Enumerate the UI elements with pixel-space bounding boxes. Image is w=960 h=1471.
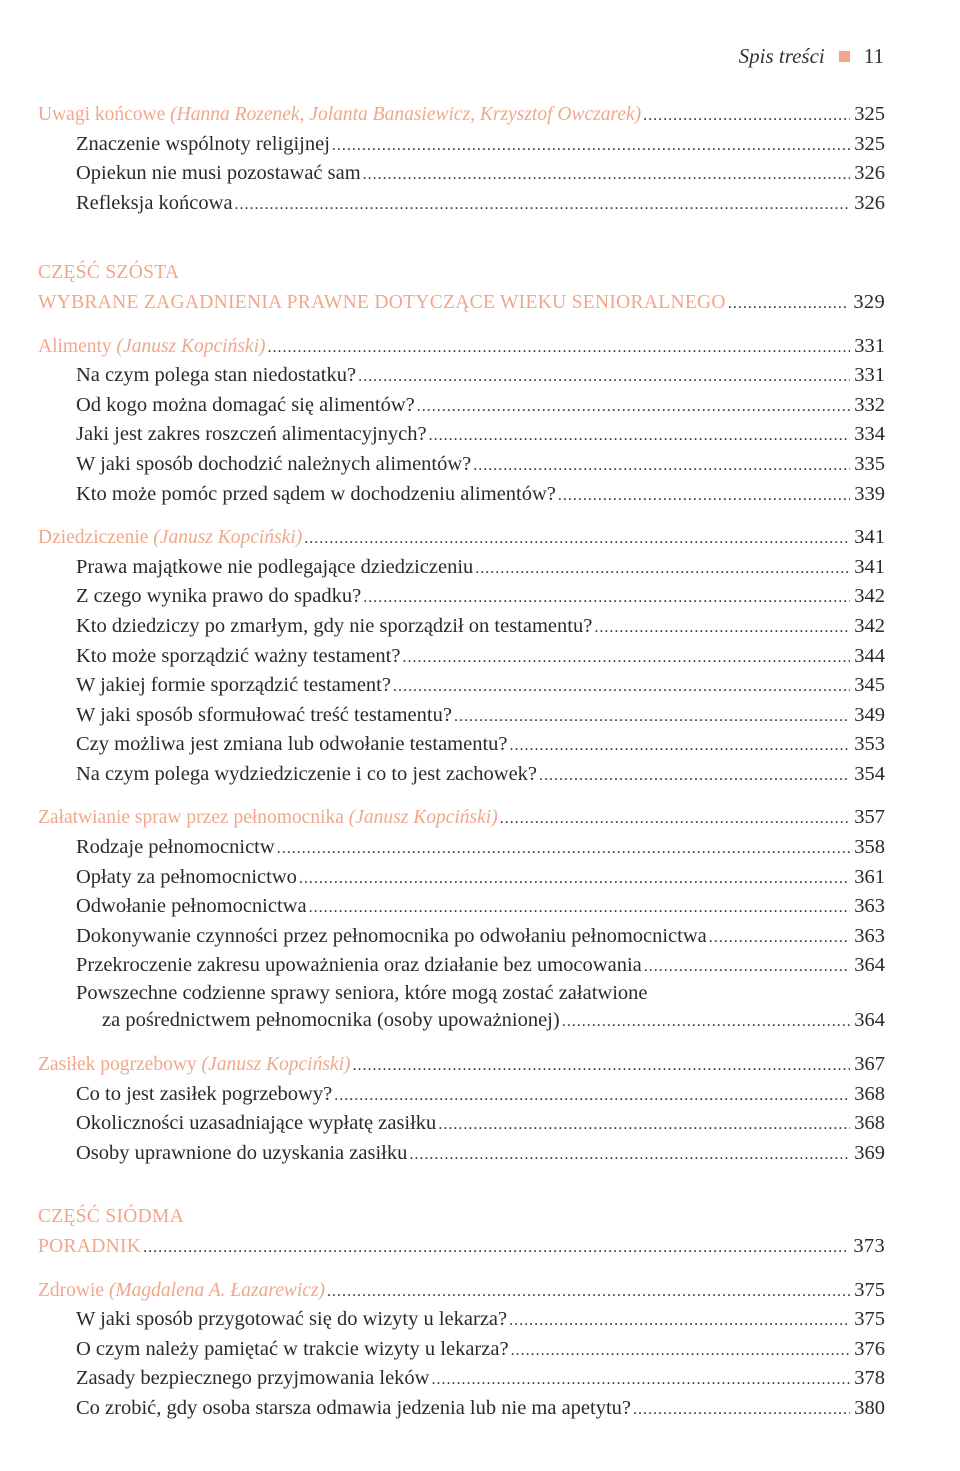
part-name: PORADNIK	[38, 1236, 142, 1257]
leader-dots	[438, 1110, 850, 1140]
leader-dots	[402, 643, 850, 673]
item-title: O czym należy pamiętać w trakcie wizyty u lekarza?	[76, 1337, 509, 1360]
header-page-number: 11	[863, 44, 884, 68]
leader-dots	[277, 834, 851, 864]
toc-chapter[interactable]	[38, 803, 885, 833]
item-title: Znaczenie wspólnoty religijnej	[76, 132, 330, 155]
leader-dots	[235, 190, 851, 220]
toc-item[interactable]	[38, 391, 885, 421]
toc-item[interactable]	[38, 642, 885, 672]
item-title: Refleksja końcowa	[76, 191, 233, 214]
leader-dots	[509, 1306, 850, 1336]
page-number: 373	[853, 1235, 885, 1257]
chapter-title: Zdrowie	[38, 1279, 105, 1301]
chapter-title: Alimenty	[38, 335, 112, 357]
page-number: 342	[854, 614, 885, 637]
toc-item[interactable]	[38, 760, 885, 790]
page-number: 331	[854, 334, 885, 357]
item-title: Kto dziedziczy po zmarłym, gdy nie sporządził on testamentu?	[76, 614, 593, 637]
leader-dots	[475, 554, 850, 584]
page-number: 354	[854, 762, 885, 785]
page-number: 363	[854, 924, 885, 947]
toc-item[interactable]	[38, 450, 885, 480]
running-header	[739, 44, 884, 69]
toc-item[interactable]	[38, 480, 885, 510]
toc-item[interactable]	[38, 922, 885, 952]
page-number: 325	[854, 132, 885, 155]
leader-dots	[500, 804, 851, 834]
page-number: 349	[854, 703, 885, 726]
toc-item[interactable]	[38, 1364, 885, 1394]
toc-item[interactable]	[38, 981, 885, 1036]
toc-chapter[interactable]	[38, 100, 885, 130]
page-number: 357	[854, 806, 885, 829]
leader-dots	[304, 524, 850, 554]
toc-chapter[interactable]	[38, 332, 885, 362]
item-title: Kto może sporządzić ważny testament?	[76, 644, 401, 667]
toc-item[interactable]	[38, 553, 885, 583]
toc-item[interactable]	[38, 701, 885, 731]
page-number: 361	[854, 865, 885, 888]
item-title: Okoliczności uzasadniające wypłatę zasiłku	[76, 1112, 437, 1135]
toc-item[interactable]	[38, 1305, 885, 1335]
chapter-title: Dziedziczenie	[38, 527, 149, 549]
chapter-authors: (Janusz Kopciński)	[348, 807, 498, 829]
leader-dots	[299, 864, 850, 894]
leader-dots	[562, 1008, 851, 1036]
toc-item[interactable]	[38, 671, 885, 701]
page-number: 358	[854, 836, 885, 859]
leader-dots	[633, 1395, 850, 1425]
leader-dots	[558, 481, 850, 511]
item-title: Odwołanie pełnomocnictwa	[76, 895, 307, 918]
page-number: 364	[854, 954, 885, 977]
item-title: Czy możliwa jest zmiana lub odwołanie testamentu?	[76, 733, 508, 756]
page-number: 368	[854, 1112, 885, 1135]
page-number: 342	[854, 585, 885, 608]
item-title: Zasady bezpiecznego przyjmowania leków	[76, 1367, 430, 1390]
leader-dots	[332, 131, 850, 161]
toc-item[interactable]	[38, 833, 885, 863]
item-title: Opiekun nie musi pozostawać sam	[76, 162, 361, 185]
page-number: 326	[854, 191, 885, 214]
part-title: CZĘŚĆ SZÓSTA	[38, 262, 180, 284]
item-title-continued: za pośrednictwem pełnomocnika (osoby upoważnionej)	[102, 1009, 560, 1032]
item-title: W jakiej formie sporządzić testament?	[76, 674, 391, 697]
leader-dots	[309, 893, 851, 923]
page-number: 363	[854, 895, 885, 918]
leader-dots	[143, 1233, 849, 1263]
page-number: 378	[854, 1367, 885, 1390]
page-number: 331	[854, 364, 885, 387]
page-number: 334	[854, 423, 885, 446]
item-title: Na czym polega stan niedostatku?	[76, 364, 357, 387]
leader-dots	[643, 101, 850, 131]
header-square-icon	[839, 51, 850, 62]
page-number: 375	[854, 1278, 885, 1301]
toc-item[interactable]	[38, 1139, 885, 1169]
item-title: Opłaty za pełnomocnictwo	[76, 865, 297, 888]
page-number: 376	[854, 1337, 885, 1360]
leader-dots	[431, 1365, 850, 1395]
leader-dots	[267, 333, 850, 363]
leader-dots	[352, 1051, 850, 1081]
item-title: Powszechne codzienne sprawy seniora, które mogą zostać załatwione	[76, 982, 648, 1005]
toc-item[interactable]	[38, 1394, 885, 1424]
leader-dots	[510, 731, 851, 761]
leader-dots	[393, 672, 850, 702]
chapter-title: Zasiłek pogrzebowy	[38, 1054, 197, 1076]
leader-dots	[454, 702, 850, 732]
leader-dots	[594, 613, 850, 643]
page-number: 344	[854, 644, 885, 667]
toc-chapter[interactable]	[38, 523, 885, 553]
toc-chapter[interactable]	[38, 1050, 885, 1080]
toc-part[interactable]	[38, 288, 885, 318]
item-title: Dokonywanie czynności przez pełnomocnika po odwołaniu pełnomocnictwa	[76, 924, 707, 947]
leader-dots	[358, 362, 850, 392]
leader-dots	[417, 392, 851, 422]
item-title: Osoby uprawnione do uzyskania zasiłku	[76, 1141, 408, 1164]
page-number: 375	[854, 1308, 885, 1331]
page-number: 367	[854, 1053, 885, 1076]
item-title: Jaki jest zakres roszczeń alimentacyjnych?	[76, 423, 427, 446]
item-title: Co to jest zasiłek pogrzebowy?	[76, 1082, 333, 1105]
page-number: 341	[854, 526, 885, 549]
toc-item[interactable]	[38, 159, 885, 189]
chapter-authors: (Janusz Kopciński)	[153, 527, 303, 549]
leader-dots	[363, 583, 850, 613]
toc-item[interactable]	[38, 361, 885, 391]
item-title: W jaki sposób przygotować się do wizyty u lekarza?	[76, 1308, 508, 1331]
item-title: Przekroczenie zakresu upoważnienia oraz działanie bez umocowania	[76, 954, 642, 977]
page-number: 326	[854, 162, 885, 185]
leader-dots	[728, 289, 850, 319]
item-title: Od kogo można domagać się alimentów?	[76, 393, 415, 416]
toc-item[interactable]	[38, 612, 885, 642]
chapter-authors: (Magdalena A. Łazarewicz)	[108, 1279, 326, 1301]
page-number: 353	[854, 733, 885, 756]
page-number: 332	[854, 393, 885, 416]
leader-dots	[334, 1081, 850, 1111]
page-number: 335	[854, 452, 885, 475]
toc-item[interactable]	[38, 730, 885, 760]
leader-dots	[409, 1140, 850, 1170]
item-title: Prawa majątkowe nie podlegające dziedziczeniu	[76, 555, 474, 578]
chapter-title: Załatwianie spraw przez pełnomocnika	[38, 807, 344, 829]
toc-item[interactable]	[38, 863, 885, 893]
page-number: 369	[854, 1141, 885, 1164]
page-number: 341	[854, 555, 885, 578]
toc-chapter[interactable]	[38, 1276, 885, 1306]
page-number: 368	[854, 1082, 885, 1105]
page-number: 380	[854, 1396, 885, 1419]
toc-item[interactable]	[38, 130, 885, 160]
item-title: W jaki sposób dochodzić należnych alimentów?	[76, 452, 472, 475]
item-title: Co zrobić, gdy osoba starsza odmawia jedzenia lub nie ma apetytu?	[76, 1396, 632, 1419]
item-title: Z czego wynika prawo do spadku?	[76, 585, 362, 608]
item-title: Kto może pomóc przed sądem w dochodzeniu alimentów?	[76, 482, 556, 505]
item-title: Na czym polega wydziedziczenie i co to jest zachowek?	[76, 762, 538, 785]
toc-item[interactable]	[38, 420, 885, 450]
toc-item[interactable]	[38, 1080, 885, 1110]
part-title: CZĘŚĆ SIÓDMA	[38, 1206, 185, 1228]
toc-item[interactable]	[38, 189, 885, 219]
chapter-title: Uwagi końcowe	[38, 104, 166, 125]
toc-item[interactable]	[38, 892, 885, 922]
leader-dots	[511, 1336, 851, 1366]
toc-item[interactable]	[38, 1335, 885, 1365]
toc-item[interactable]	[38, 1109, 885, 1139]
chapter-authors: (Janusz Kopciński)	[201, 1054, 351, 1076]
chapter-authors: (Janusz Kopciński)	[116, 335, 266, 357]
leader-dots	[429, 421, 851, 451]
page-number: 329	[853, 290, 885, 313]
item-title: W jaki sposób sformułować treść testamentu?	[76, 703, 452, 726]
page-number: 339	[854, 482, 885, 505]
header-title: Spis treści	[738, 44, 825, 68]
part-name: WYBRANE ZAGADNIENIA PRAWNE DOTYCZĄCE WIEKU SENIORALNEGO	[38, 291, 726, 313]
item-title: Rodzaje pełnomocnictw	[76, 836, 275, 859]
leader-dots	[644, 952, 851, 982]
toc-part[interactable]	[38, 1232, 885, 1262]
leader-dots	[327, 1277, 850, 1307]
page-number: 364	[854, 1009, 885, 1032]
toc-item[interactable]	[38, 951, 885, 981]
table-of-contents	[38, 100, 885, 1424]
chapter-authors: (Hanna Rozenek, Jolanta Banasiewicz, Krzysztof Owczarek)	[170, 104, 642, 125]
leader-dots	[473, 451, 850, 481]
leader-dots	[709, 923, 850, 953]
leader-dots	[363, 160, 851, 190]
toc-item[interactable]	[38, 582, 885, 612]
leader-dots	[539, 761, 850, 791]
page-number: 325	[854, 103, 885, 125]
page-number: 345	[854, 674, 885, 697]
